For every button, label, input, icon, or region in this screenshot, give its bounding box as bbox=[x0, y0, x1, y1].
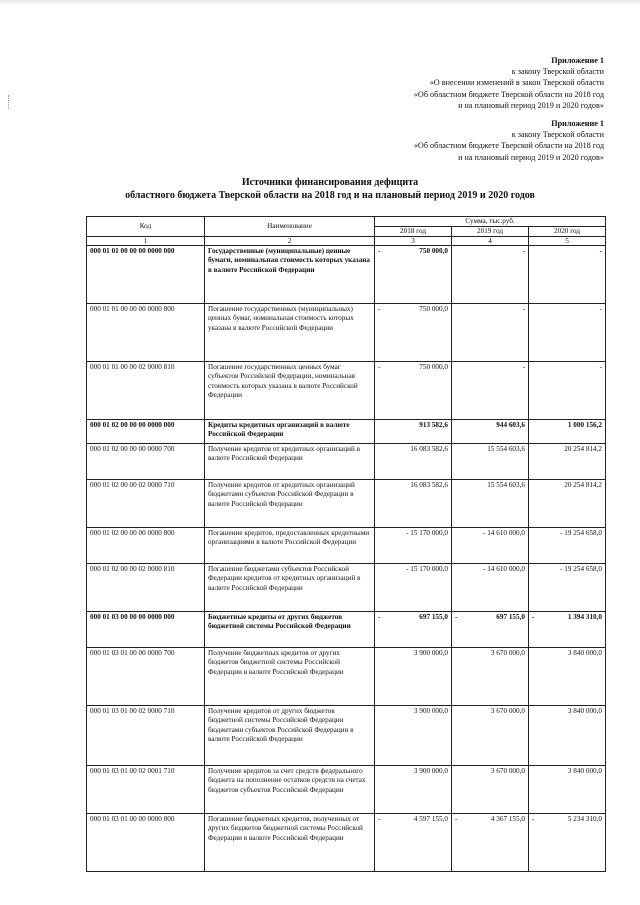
appendix-line: к закону Тверской области bbox=[511, 130, 604, 140]
row-value-2019 bbox=[452, 564, 529, 612]
row-name: Погашение государственных (муниципальных) ценных бумаг, номинальная стоимость которых указана в валюте Российской Федерации bbox=[205, 304, 375, 362]
amount: 697 155,0 bbox=[496, 613, 525, 621]
table-row bbox=[87, 528, 606, 564]
negative-sign: - bbox=[378, 305, 381, 313]
row-name: Погашение бюджетами субъектов Российской Федерации кредитов от кредитных организаций в валюте Российской Федерации bbox=[205, 564, 375, 612]
row-value-2020 bbox=[529, 814, 606, 872]
header-year-2019: 2019 год bbox=[452, 227, 529, 237]
row-value-2019 bbox=[452, 814, 529, 872]
negative-sign: - bbox=[378, 247, 381, 255]
row-value-2018 bbox=[375, 648, 452, 706]
title-line-2: областного бюджета Тверской области на 2018 год и на плановый период 2019 и 2020 годов bbox=[125, 190, 535, 201]
row-name: Кредиты кредитных организаций в валюте Российской Федерации bbox=[205, 420, 375, 444]
row-value-2019 bbox=[452, 304, 529, 362]
row-value-2020 bbox=[529, 706, 606, 766]
appendix-title: Приложение 1 bbox=[551, 119, 604, 128]
row-value-2019 bbox=[452, 528, 529, 564]
amount: 3 900 000,0 bbox=[413, 649, 448, 657]
row-name: Государственные (муниципальные) ценные бумаги, номинальная стоимость которых указана в валюте Российской Федерации bbox=[205, 246, 375, 304]
row-value-2018 bbox=[375, 706, 452, 766]
header-year-2020: 2020 год bbox=[529, 227, 606, 237]
column-index: 3 bbox=[375, 237, 452, 246]
row-code: 000 01 01 00 00 02 0000 810 bbox=[87, 362, 205, 420]
amount: 944 603,6 bbox=[496, 421, 525, 429]
amount: 4 597 155,0 bbox=[413, 815, 448, 823]
amount: - 15 170 000,0 bbox=[406, 565, 448, 573]
amount: 3 840 000,0 bbox=[567, 649, 603, 657]
row-name: Получение кредитов от других бюджетов бюджетной системы Российской Федерации бюджетами субъектов Российской Федерации в валюте Российской Федерации bbox=[205, 706, 375, 766]
amount: 20 254 814,2 bbox=[564, 481, 603, 489]
amount: 3 840 000,0 bbox=[567, 767, 603, 775]
amount: - 15 170 000,0 bbox=[406, 529, 448, 537]
appendix-original-law bbox=[414, 118, 604, 163]
amount: - 14 610 000,0 bbox=[483, 529, 525, 537]
row-name: Погашение кредитов, предоставленных кредитными организациями в валюте Российской Федерации bbox=[205, 528, 375, 564]
amount: 3 670 000,0 bbox=[490, 649, 525, 657]
table-row bbox=[87, 246, 606, 304]
row-value-2018 bbox=[375, 564, 452, 612]
row-value-2018 bbox=[375, 528, 452, 564]
table-row bbox=[87, 706, 606, 766]
table-row bbox=[87, 612, 606, 648]
row-name: Получение бюджетных кредитов от других бюджетов бюджетной системы Российской Федерации в валюте Российской Федерации bbox=[205, 648, 375, 706]
amount: 16 083 582,6 bbox=[410, 445, 448, 453]
amount: 750 000,0 bbox=[419, 363, 448, 371]
row-value-2018 bbox=[375, 814, 452, 872]
negative-sign: - bbox=[532, 815, 535, 823]
row-value-2020 bbox=[529, 362, 606, 420]
row-code: 000 01 03 01 00 00 0000 800 bbox=[87, 814, 205, 872]
row-value-2018 bbox=[375, 304, 452, 362]
column-index: 4 bbox=[452, 237, 529, 246]
amount: - bbox=[522, 247, 525, 255]
appendix-current-law bbox=[414, 55, 604, 111]
row-code: 000 01 03 01 00 02 0001 710 bbox=[87, 766, 205, 814]
appendix-title: Приложение 1 bbox=[551, 56, 604, 65]
row-value-2018 bbox=[375, 444, 452, 480]
amount: 697 155,0 bbox=[419, 613, 448, 621]
table-row bbox=[87, 444, 606, 480]
amount: 3 840 000,0 bbox=[567, 707, 603, 715]
table-row bbox=[87, 766, 606, 814]
amount: - 19 254 658,0 bbox=[560, 529, 603, 537]
row-value-2019 bbox=[452, 648, 529, 706]
column-index-row bbox=[87, 237, 606, 246]
row-value-2020 bbox=[529, 648, 606, 706]
row-code: 000 01 02 00 00 00 0000 700 bbox=[87, 444, 205, 480]
amount: 3 900 000,0 bbox=[413, 707, 448, 715]
row-code: 000 01 01 00 00 00 0000 000 bbox=[87, 246, 205, 304]
row-value-2020 bbox=[529, 766, 606, 814]
table-row bbox=[87, 420, 606, 444]
amount: 20 254 814,2 bbox=[564, 445, 603, 453]
row-value-2018 bbox=[375, 612, 452, 648]
row-value-2019 bbox=[452, 480, 529, 528]
column-index: 2 bbox=[205, 237, 375, 246]
header-name: Наименование bbox=[205, 217, 375, 237]
row-name: Получение кредитов от кредитных организаций в валюте Российской Федерации bbox=[205, 444, 375, 480]
amount: 750 000,0 bbox=[419, 305, 448, 313]
row-name: Погашение бюджетных кредитов, полученных от других бюджетов бюджетной системы Российской Федерации в валюте Российской Федерации bbox=[205, 814, 375, 872]
row-value-2019 bbox=[452, 706, 529, 766]
amount: - bbox=[599, 305, 603, 313]
row-code: 000 01 02 00 00 00 0000 800 bbox=[87, 528, 205, 564]
row-value-2020 bbox=[529, 246, 606, 304]
amount: 4 367 155,0 bbox=[490, 815, 525, 823]
row-value-2020 bbox=[529, 480, 606, 528]
negative-sign: - bbox=[455, 815, 458, 823]
row-value-2018 bbox=[375, 362, 452, 420]
appendix-line: и на плановый период 2019 и 2020 годов» bbox=[458, 152, 604, 162]
amount: 3 670 000,0 bbox=[490, 767, 525, 775]
title-line-1: Источники финансирования дефицита bbox=[241, 177, 419, 188]
row-name: Получение кредитов за счет средств федерального бюджета на пополнение остатков средств на счетах бюджетов субъектов Российской Федерации bbox=[205, 766, 375, 814]
row-code: 000 01 02 00 00 02 0000 810 bbox=[87, 564, 205, 612]
appendix-line: «О внесении изменений в закон Тверской области bbox=[429, 78, 604, 88]
negative-sign: - bbox=[378, 363, 381, 371]
amount: - bbox=[599, 247, 603, 255]
amount: 750 000,0 bbox=[419, 247, 448, 255]
row-code: 000 01 02 00 00 00 0000 000 bbox=[87, 420, 205, 444]
row-value-2020 bbox=[529, 304, 606, 362]
row-value-2019 bbox=[452, 444, 529, 480]
row-value-2019 bbox=[452, 612, 529, 648]
row-value-2020 bbox=[529, 528, 606, 564]
row-code: 000 01 03 01 00 00 0000 700 bbox=[87, 648, 205, 706]
table-row bbox=[87, 564, 606, 612]
table-row bbox=[87, 362, 606, 420]
row-value-2020 bbox=[529, 420, 606, 444]
negative-sign: - bbox=[532, 613, 535, 621]
row-value-2018 bbox=[375, 766, 452, 814]
amount: 913 582,6 bbox=[419, 421, 448, 429]
scan-top-edge bbox=[0, 0, 640, 6]
amount: 15 554 603,6 bbox=[487, 445, 525, 453]
amount: - bbox=[522, 363, 525, 371]
header-row bbox=[87, 217, 606, 227]
table-row bbox=[87, 814, 606, 872]
row-value-2019 bbox=[452, 766, 529, 814]
amount: 16 083 582,6 bbox=[410, 481, 448, 489]
header-code: Код bbox=[87, 217, 205, 237]
appendix-line: и на плановый период 2019 и 2020 годов» bbox=[458, 100, 604, 110]
appendix-line: к закону Тверской области bbox=[511, 67, 604, 77]
appendix-line: «Об областном бюджете Тверской области на 2018 год bbox=[413, 141, 604, 151]
row-value-2019 bbox=[452, 246, 529, 304]
header-sum: Сумма, тыс.руб. bbox=[375, 217, 606, 227]
amount: 3 900 000,0 bbox=[413, 767, 448, 775]
amount: 3 670 000,0 bbox=[490, 707, 525, 715]
row-value-2018 bbox=[375, 246, 452, 304]
margin-mark bbox=[8, 95, 10, 109]
row-value-2020 bbox=[529, 612, 606, 648]
document-title bbox=[60, 176, 600, 202]
column-index: 1 bbox=[87, 237, 205, 246]
column-index: 5 bbox=[529, 237, 606, 246]
amount: - 19 254 658,0 bbox=[560, 565, 603, 573]
amount: 1 394 310,0 bbox=[567, 613, 603, 621]
row-code: 000 01 03 01 00 02 0000 710 bbox=[87, 706, 205, 766]
negative-sign: - bbox=[378, 815, 381, 823]
amount: 1 000 156,2 bbox=[567, 421, 603, 429]
table-row bbox=[87, 648, 606, 706]
table-row bbox=[87, 480, 606, 528]
financing-sources-table bbox=[86, 216, 606, 872]
row-value-2019 bbox=[452, 362, 529, 420]
negative-sign: - bbox=[378, 613, 381, 621]
table-body bbox=[87, 246, 606, 872]
row-name: Получение кредитов от кредитных организаций бюджетами субъектов Российской Федерации в валюте Российской Федерации bbox=[205, 480, 375, 528]
amount: - bbox=[522, 305, 525, 313]
table-row bbox=[87, 304, 606, 362]
row-name: Бюджетные кредиты от других бюджетов бюджетной системы Российской Федерации bbox=[205, 612, 375, 648]
negative-sign: - bbox=[455, 613, 458, 621]
row-value-2020 bbox=[529, 444, 606, 480]
row-code: 000 01 01 00 00 00 0000 800 bbox=[87, 304, 205, 362]
appendix-line: «Об областном бюджете Тверской области на 2018 год bbox=[413, 89, 604, 99]
row-value-2018 bbox=[375, 420, 452, 444]
header-year-2018: 2018 год bbox=[375, 227, 452, 237]
row-code: 000 01 03 00 00 00 0000 000 bbox=[87, 612, 205, 648]
row-code: 000 01 02 00 00 02 0000 710 bbox=[87, 480, 205, 528]
row-name: Погашение государственных ценных бумаг субъектов Российской Федерации, номинальная стоимость которых указана в валюте Российской Федерации bbox=[205, 362, 375, 420]
amount: 5 234 310,0 bbox=[567, 815, 603, 823]
amount: 15 554 603,6 bbox=[487, 481, 525, 489]
amount: - bbox=[599, 363, 603, 371]
row-value-2019 bbox=[452, 420, 529, 444]
row-value-2018 bbox=[375, 480, 452, 528]
amount: - 14 610 000,0 bbox=[483, 565, 525, 573]
row-value-2020 bbox=[529, 564, 606, 612]
